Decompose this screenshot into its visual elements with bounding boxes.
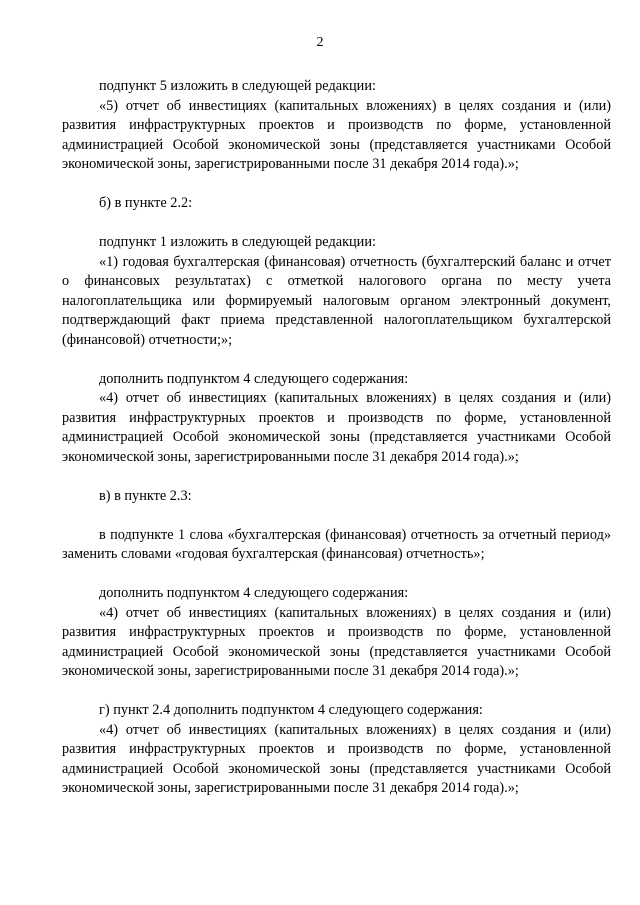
paragraph-gap [62, 214, 611, 234]
document-body [62, 77, 611, 799]
paragraph-subitem-4-text: «4) отчет об инвестициях (капитальных вложениях) в целях создания и (или) развития инфраструктурных проектов и производств по форме, установленной администрацией Особой экономической зоны (представляется участниками Особой экономической зоны, зарегистрированными после 31 декабря 2014 года).»; [62, 604, 611, 679]
paragraph-item-g: г) пункт 2.4 дополнить подпунктом 4 следующего содержания: [99, 702, 483, 718]
paragraph-subitem-4-text: «4) отчет об инвестициях (капитальных вложениях) в целях создания и (или) развития инфраструктурных проектов и производств по форме, установленной администрацией Особой экономической зоны (представляется участниками Особой экономической зоны, зарегистрированными после 31 декабря 2014 года).»; [62, 721, 611, 796]
paragraph-gap [62, 350, 611, 370]
paragraph-add-subitem-4-intro: дополнить подпунктом 4 следующего содержания: [99, 585, 409, 601]
paragraph-gap [62, 467, 611, 487]
paragraph-subitem-5-intro: подпункт 5 изложить в следующей редакции: [99, 78, 376, 94]
paragraph-subitem-1-intro: подпункт 1 изложить в следующей редакции: [99, 234, 376, 250]
paragraph-add-subitem-4-intro: дополнить подпунктом 4 следующего содержания: [99, 370, 409, 387]
paragraph-item-v: в) в пункте 2.3: [99, 487, 192, 504]
paragraph-gap [62, 506, 611, 526]
paragraph-replace-words: в подпункте 1 слова «бухгалтерская (финансовая) отчетность за отчетный период» заменить словами «годовая бухгалтерская (финансовая) отчетность»; [62, 526, 611, 562]
paragraph-item-b: б) в пункте 2.2: [99, 195, 193, 211]
page-number: 2 [316, 35, 324, 50]
paragraph-subitem-1-text: «1) годовая бухгалтерская (финансовая) отчетность (бухгалтерский баланс и отчет о финансовых результатах) с отметкой налогового органа по месту учета налогоплательщика или формируемый налоговым органом электронный документ, подтверждающий факт приема представленной налогоплательщиком бухгалтерской (финансовой) отчетности;»; [62, 253, 611, 348]
paragraph-gap [62, 682, 611, 702]
paragraph-gap [62, 565, 611, 585]
paragraph-subitem-4-text: «4) отчет об инвестициях (капитальных вложениях) в целях создания и (или) развития инфраструктурных проектов и производств по форме, установленной администрацией Особой экономической зоны (представляется участниками Особой экономической зоны, зарегистрированными после 31 декабря 2014 года).»; [62, 390, 611, 465]
paragraph-subitem-5-text: «5) отчет об инвестициях (капитальных вложениях) в целях создания и (или) развития инфраструктурных проектов и производств по форме, установленной администрацией Особой экономической зоны (представляется участниками Особой экономической зоны, зарегистрированными после 31 декабря 2014 года).»; [62, 97, 611, 172]
paragraph-gap [62, 175, 611, 195]
